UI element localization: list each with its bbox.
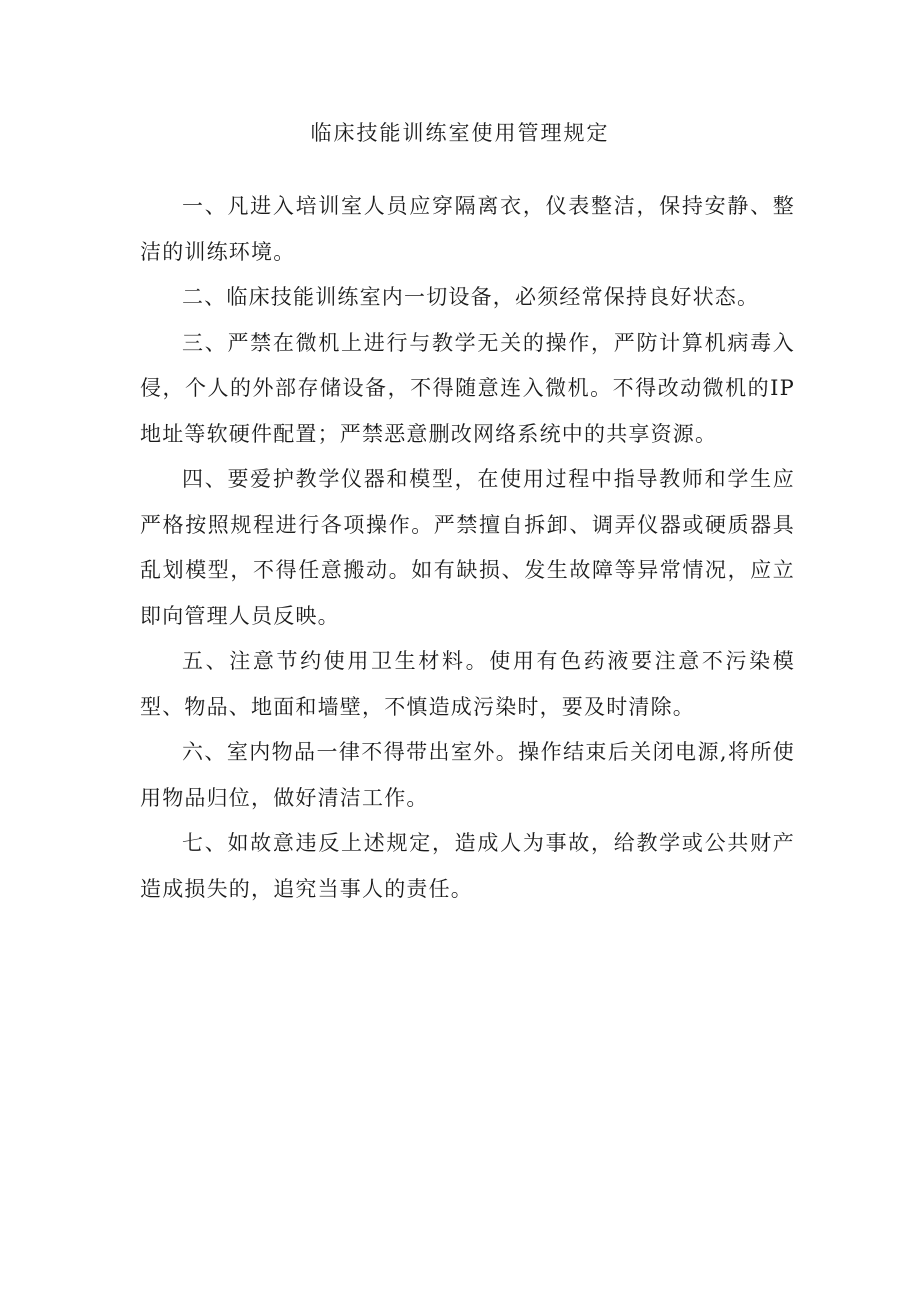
paragraph-rule-7: 七、如故意违反上述规定，造成人为事故，给教学或公共财产造成损失的，追究当事人的责任。 (140, 831, 795, 901)
paragraph-rule-5: 五、注意节约使用卫生材料。使用有色药液要注意不污染模型、物品、地面和墙壁，不慎造成污染时，要及时清除。 (140, 649, 795, 719)
paragraph-rule-3: 三、严禁在微机上进行与教学无关的操作，严防计算机病毒入侵，个人的外部存储设备，不得随意连入微机。不得改动微机的IP地址等软硬件配置；严禁恶意删改网络系统中的共享资源。 (140, 330, 795, 446)
paragraph-rule-2: 二、临床技能训练室内一切设备，必须经常保持良好状态。 (182, 285, 760, 309)
document-body (140, 184, 795, 912)
document-title: 临床技能训练室使用管理规定 (310, 121, 610, 145)
paragraph-rule-4: 四、要爱护教学仪器和模型，在使用过程中指导教师和学生应严格按照规程进行各项操作。严禁擅自拆卸、调弄仪器或硬质器具乱划模型，不得任意搬动。如有缺损、发生故障等异常情况，应立即向管理人员反映。 (140, 467, 795, 628)
paragraph-rule-1: 一、凡进入培训室人员应穿隔离衣，仪表整洁，保持安静、整洁的训练环境。 (140, 194, 795, 264)
paragraph-rule-6: 六、室内物品一律不得带出室外。操作结束后关闭电源,将所使用物品归位，做好清洁工作。 (140, 740, 795, 810)
